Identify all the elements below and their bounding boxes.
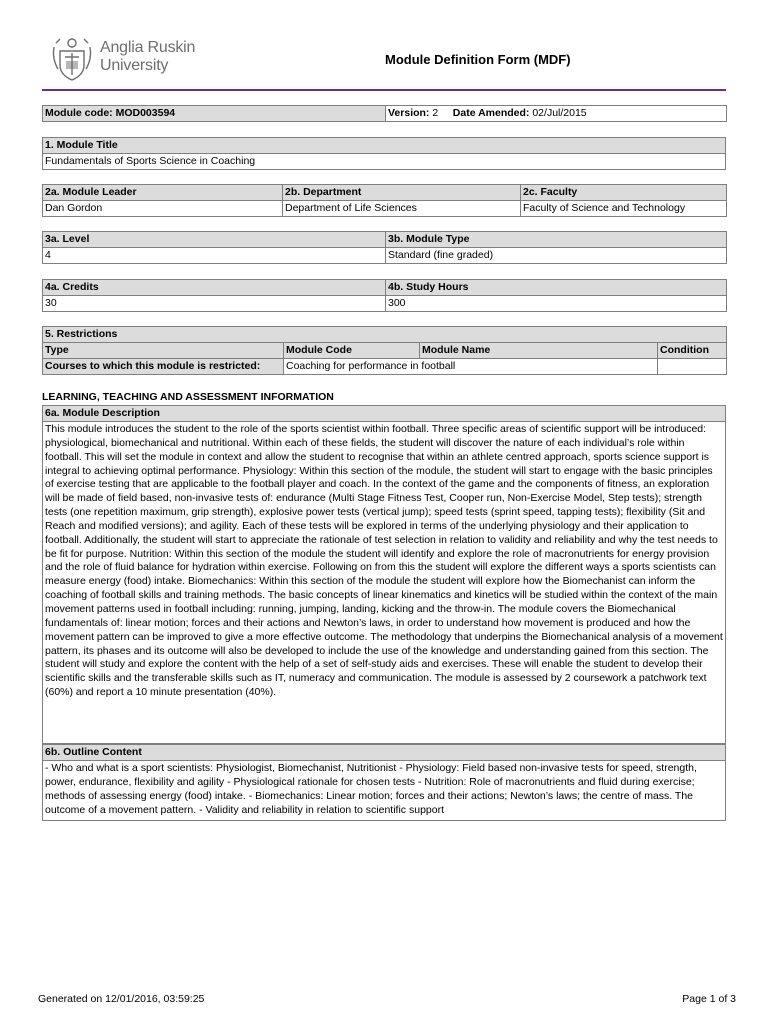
module-code-table — [42, 105, 727, 122]
logo-line-2: University — [100, 57, 169, 74]
university-wordmark — [100, 39, 195, 75]
restrictions-col-condition: Condition — [658, 343, 727, 359]
version-label: Version: — [388, 107, 430, 119]
module-code-cell: Module code: MOD003594 — [43, 106, 386, 122]
module-title-table — [42, 137, 726, 170]
module-title-value: Fundamentals of Sports Science in Coaching — [43, 154, 726, 170]
restriction-code-cell: Coaching for performance in football — [284, 359, 658, 375]
restriction-condition-cell — [658, 359, 727, 375]
module-description-label: 6a. Module Description — [43, 406, 726, 422]
page-number: Page 1 of 3 — [682, 993, 736, 1005]
faculty-label: 2c. Faculty — [521, 185, 727, 201]
outline-content-label: 6b. Outline Content — [43, 745, 726, 761]
department-label: 2b. Department — [283, 185, 521, 201]
credits-table — [42, 279, 727, 312]
module-title-label: 1. Module Title — [43, 138, 726, 154]
restrictions-col-name: Module Name — [420, 343, 658, 359]
logo-line-1: Anglia Ruskin — [100, 39, 196, 56]
module-leader-value: Dan Gordon — [43, 201, 283, 217]
restriction-type-cell: Courses to which this module is restricted: — [43, 359, 284, 375]
version-value: 2 — [432, 107, 439, 119]
department-value: Department of Life Sciences — [283, 201, 521, 217]
restrictions-label: 5. Restrictions — [43, 327, 727, 343]
form-title: Module Definition Form (MDF) — [385, 52, 571, 67]
module-description-table — [42, 405, 726, 744]
credits-label: 4a. Credits — [43, 280, 386, 296]
leader-table — [42, 184, 727, 217]
crest-icon — [50, 35, 94, 83]
generated-timestamp: Generated on 12/01/2016, 03:59:25 — [38, 993, 205, 1005]
date-amended-label: Date Amended: — [452, 107, 530, 119]
credits-value: 30 — [43, 296, 386, 312]
header-divider — [42, 89, 726, 91]
restrictions-table — [42, 326, 727, 375]
restrictions-col-type: Type — [43, 343, 284, 359]
outline-content-text: - Who and what is a sport scientists: Physiologist, Biomechanist, Nutritionist - Physiology: Field based non-invasive tests for speed, strength, power, endurance, flexibility and agility - Physiological rationale for chosen tests - Nutrition: Role of macronutrients and fluid during exercise; methods of assessing energy (food) intake. - Biomechanics: Linear motion; forces and their actions; Newton’s laws; the centre of mass. The outcome of a movement pattern. - Validity and reliability in relation to scientific support — [43, 761, 726, 821]
module-description-text: This module introduces the student to the role of the sports scientist within football. Three specific areas of scientific support will be introduced: physiological, biomechanical and nutritional. Within each of these fields, the student will discover the nature of each individual’s role within football. This will set the module in context and allow the student to recognise that within an athlete centred approach, sports science support is integral to achieving optimal performance. Physiology: Within this section of the module, the student will start to engage with the basic principles of exercise testing that are applicable to the football player and coach. In the context of the game and the components of fitness, an exploration will be made of field based, non-invasive tests of: endurance (Multi Stage Fitness Test, Cooper run, Non-Exercise Model, Step tests); strength tests (one repetition maximum, grip strength), explosive power tests (vertical jump); speed tests (sprint speed, tapping tests); flexibility (Sit and Reach and modified versions); and agility. Each of these tests will be explored in terms of the underlying physiology and their application to football. Additionally, the student will start to appreciate the rationale of test selection in relation to validity and reliability and why the test needs to be fit for purpose. Nutrition: Within this section of the module the student will identify and explore the role of macronutrients for energy provision and the role of fluid balance for hydration within exercise. Following on from this the student will explore the different ways a sports scientists can measure energy (food) intake. Biomechanics: Within this section of the module the student will explore how the Biomechanist can inform the coaching of football skills and training methods. The basic concepts of linear kinematics and kinetics will be studied within the context of the main movement patterns used in football including: running, jumping, landing, kicking and the throw-in. The module covers the Biomechanical fundamentals of: linear motion; forces and their actions and Newton’s laws, in order to understand how movement is produced and how the movement pattern can be improved to give a more effective outcome. The methodology that underpins the Biomechanical analysis of a movement pattern, its phases and its outcome will also be developed to include the use of the knowledge and understanding gained from this section. The student will study and explore the content with the help of a set of self-study aids and exercises. These will enable the student to develop their scientific skills and the transferable skills such as IT, numeracy and communication. The module is assessed by 2 coursework a patchwork text (60%) and report a 10 minute presentation (40%). — [43, 422, 726, 744]
outline-content-table — [42, 744, 726, 821]
module-leader-label: 2a. Module Leader — [43, 185, 283, 201]
level-value: 4 — [43, 248, 386, 264]
module-type-value: Standard (fine graded) — [386, 248, 727, 264]
study-hours-value: 300 — [386, 296, 727, 312]
level-label: 3a. Level — [43, 232, 386, 248]
lta-heading: LEARNING, TEACHING AND ASSESSMENT INFORMATION — [42, 391, 334, 403]
faculty-value: Faculty of Science and Technology — [521, 201, 727, 217]
level-table — [42, 231, 727, 264]
university-logo — [50, 35, 210, 83]
restrictions-col-code: Module Code — [284, 343, 420, 359]
version-date-cell — [386, 106, 727, 122]
page-header — [0, 0, 770, 96]
study-hours-label: 4b. Study Hours — [386, 280, 727, 296]
module-type-label: 3b. Module Type — [386, 232, 727, 248]
date-amended-value: 02/Jul/2015 — [532, 107, 587, 119]
